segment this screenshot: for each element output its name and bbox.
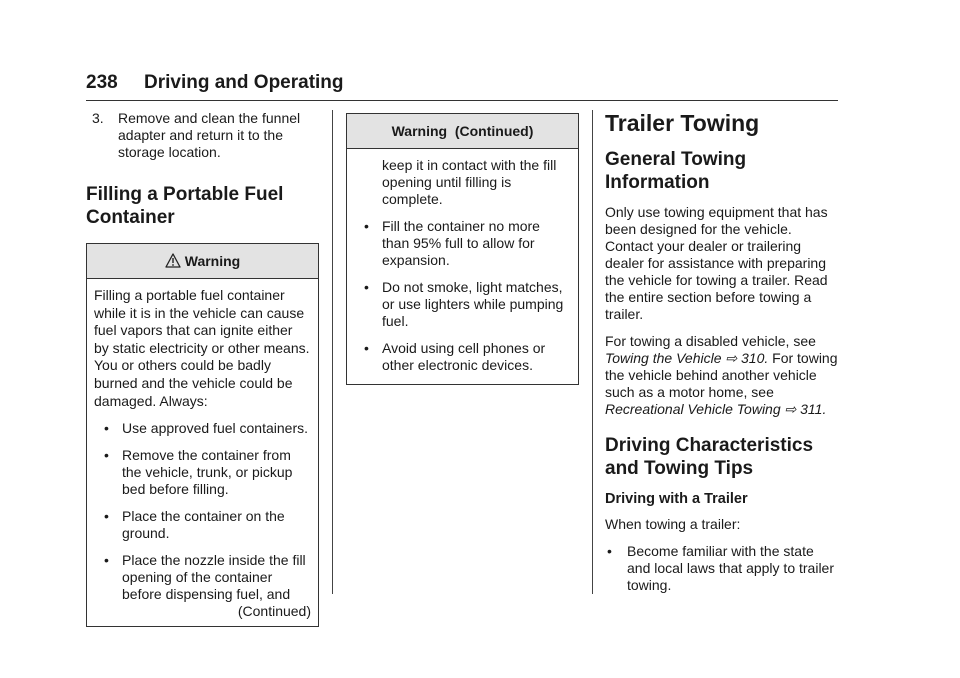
warning-body — [87, 279, 318, 626]
warning-intro: Filling a portable fuel container while it is in the vehicle can cause fuel vapors that can ignite either by static electricity or other means. You or others could be badly burned and the vehicle could be damaged. Always: — [94, 287, 310, 409]
towing-bullet: • Become familiar with the state and local laws that apply to trailer towing. — [607, 543, 834, 593]
link-recreational-vehicle-towing[interactable]: Recreational Vehicle Towing — [605, 401, 781, 417]
warning-lead: keep it in contact with the fill opening until filling is complete. — [382, 157, 557, 207]
step-text: Remove and clean the funnel adapter and return it to the storage location. — [118, 110, 301, 160]
page-ref-310[interactable]: 310. — [741, 350, 769, 366]
bullet-dot: • — [364, 340, 369, 356]
page-number: 238 — [86, 72, 118, 93]
section-title: Driving and Operating — [144, 72, 344, 93]
paragraph-towing-equipment: Only use towing equipment that has been designed for the vehicle. Contact your dealer or trailering dealer for assistance with preparing the vehicle for towing a trailer. Read the entire section before towing a trailer. — [605, 204, 828, 322]
warning-continued-body — [347, 149, 578, 384]
page-ref-arrow-icon: ⇨ — [721, 350, 741, 366]
heading-driving-characteristics — [605, 434, 838, 480]
bullet-dot: • — [104, 508, 109, 525]
warning-bullet: • Do not smoke, light matches, or use lighters while pumping fuel. — [364, 279, 564, 329]
heading-line-2: and Towing Tips — [605, 458, 754, 479]
continued-note: (Continued) — [237, 603, 311, 620]
heading-general-towing — [605, 148, 838, 194]
step-number: 3. — [92, 110, 104, 126]
bullet-dot: • — [364, 279, 369, 295]
bullet-dot: • — [104, 552, 109, 569]
page-header — [86, 70, 838, 101]
heading-trailer-towing: Trailer Towing — [605, 110, 760, 136]
bullet-dot: • — [104, 447, 109, 464]
bullet-dot: • — [364, 218, 369, 234]
subheading-driving-with-trailer: Driving with a Trailer — [605, 491, 748, 507]
link-towing-the-vehicle[interactable]: Towing the Vehicle — [605, 350, 722, 366]
bullet-dot: • — [104, 420, 109, 437]
column-right — [605, 110, 838, 604]
warning-box — [86, 243, 319, 627]
column-divider — [592, 110, 593, 594]
step-3 — [86, 110, 319, 161]
column-left — [86, 110, 319, 627]
heading-line-2: Container — [86, 207, 175, 228]
column-middle — [346, 113, 579, 385]
warning-bullet: • Avoid using cell phones or other electronic devices. — [364, 340, 546, 373]
paragraph-when-towing: When towing a trailer: — [605, 516, 741, 532]
heading-line-2: Information — [605, 172, 710, 193]
heading-line-1: General Towing — [605, 149, 747, 170]
warning-continued-box — [346, 113, 579, 385]
warning-bullet: • Use approved fuel containers. — [104, 420, 308, 437]
page-ref-311[interactable]: 311. — [800, 401, 827, 417]
warning-bullet: • Place the container on the ground. — [104, 508, 285, 542]
warning-title: Warning — [184, 253, 241, 269]
warning-bullet: • Fill the container no more than 95% full to allow for expansion. — [364, 218, 540, 268]
heading-line-1: Filling a Portable Fuel — [86, 184, 284, 205]
warning-bullet: • Remove the container from the vehicle, trunk, or pickup bed before filling. — [104, 447, 293, 498]
warning-header — [87, 244, 318, 279]
warning-triangle-icon — [165, 253, 181, 268]
heading-filling-portable-fuel — [86, 183, 319, 229]
page-ref-arrow-icon: ⇨ — [780, 401, 801, 417]
column-divider — [332, 110, 333, 594]
warning-continued-header: Warning (Continued) — [347, 114, 578, 149]
bullet-dot: • — [607, 543, 612, 559]
warning-bullet: • Place the nozzle inside the fill opening of the container before dispensing fuel, and — [104, 552, 306, 603]
heading-line-1: Driving Characteristics — [605, 435, 814, 456]
paragraph-disabled-vehicle: For towing a disabled vehicle, see Towing the Vehicle ⇨ 310. For towing the vehicle behind another vehicle such as a motor home, see Recreational Vehicle Towing ⇨ 311. — [605, 333, 838, 417]
